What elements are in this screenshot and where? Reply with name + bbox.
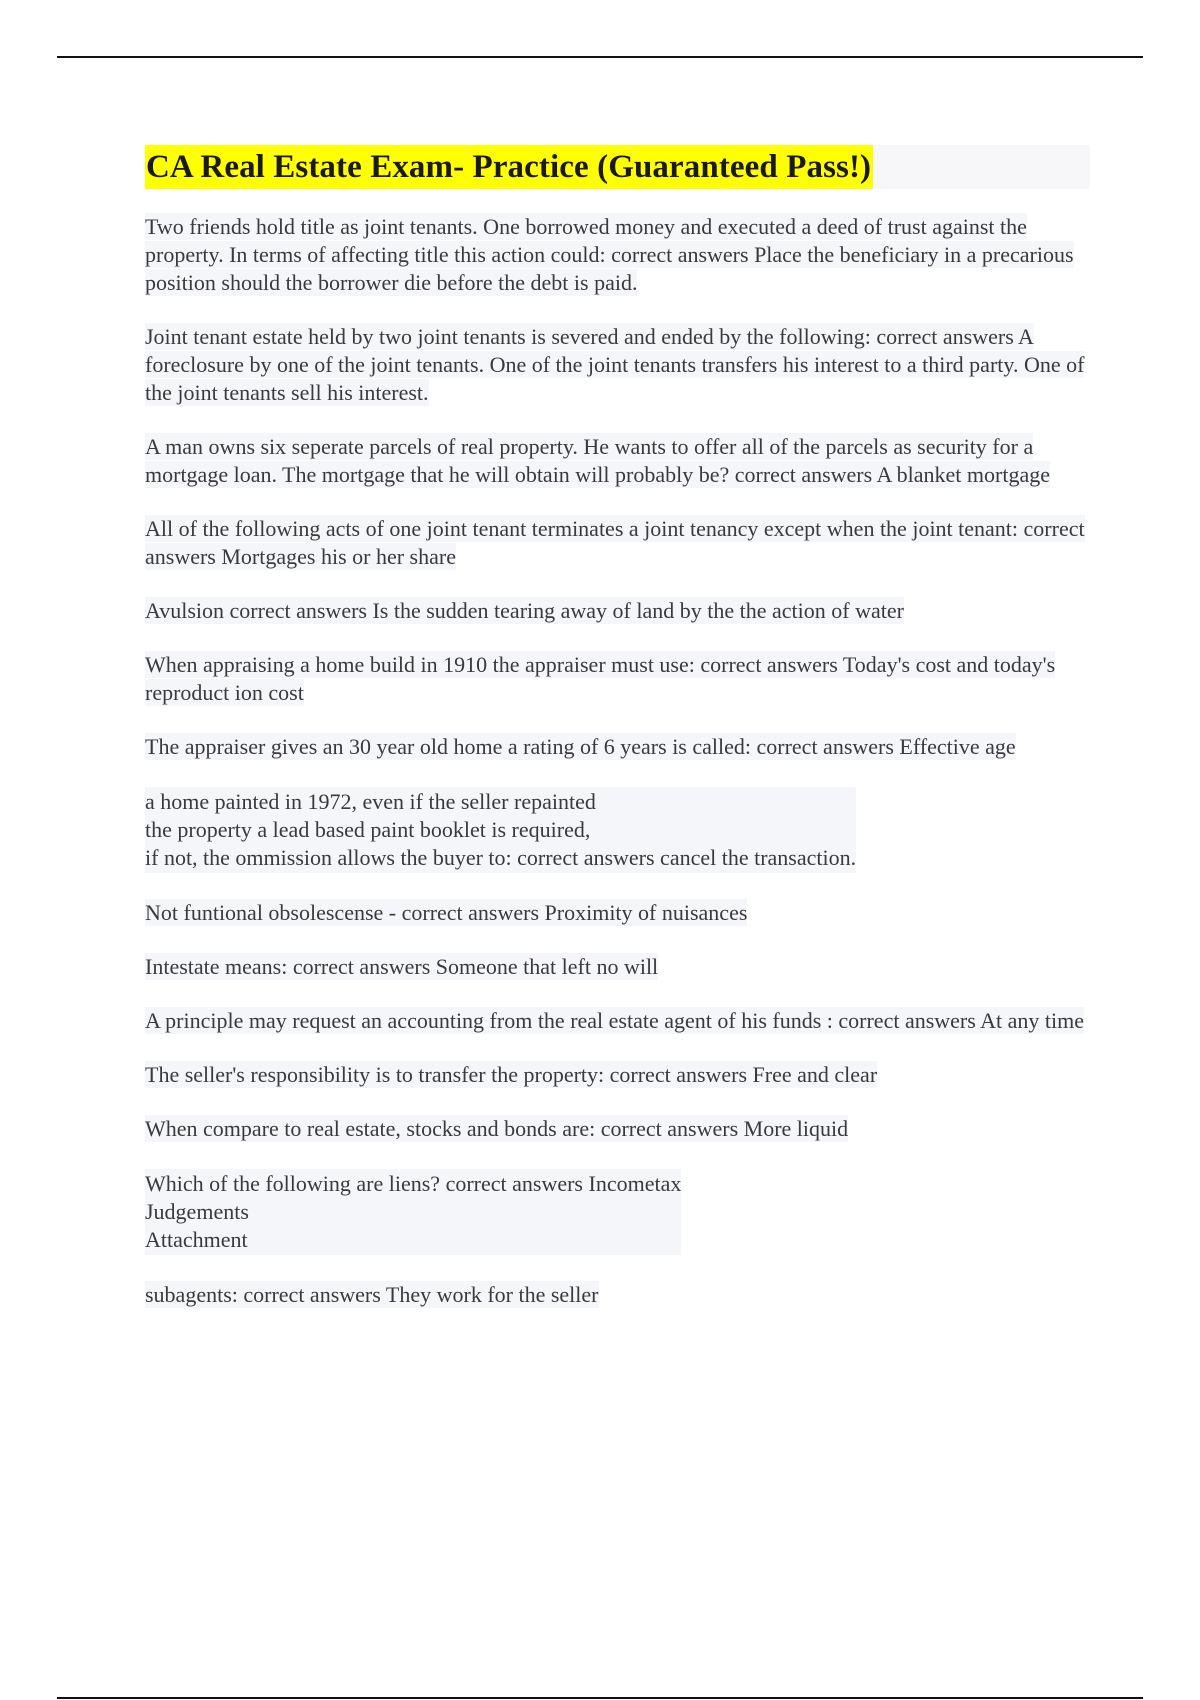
qa-item-14 [145,1169,1090,1255]
qa-text: Avulsion correct answers Is the sudden tearing away of land by the the action of water [145,598,904,623]
qa-text: A man owns six seperate parcels of real property. He wants to offer all of the parcels as security for a mortgage loan. The mortgage that he will obtain will probably be? correct answers A blanket mortgage [145,434,1050,487]
qa-text: The seller's responsibility is to transfer the property: correct answers Free and clear [145,1062,878,1087]
qa-text: A principle may request an accounting from the real estate agent of his funds : correct answers At any time [145,1008,1084,1033]
qa-text: subagents: correct answers They work for the seller [145,1282,599,1307]
qa-text: When appraising a home build in 1910 the appraiser must use: correct answers Today's cost and today's reproduct ion cost [145,652,1056,705]
document-title: CA Real Estate Exam- Practice (Guaranteed Pass!) [145,145,873,189]
title-bar [145,145,1090,189]
qa-item-13 [145,1115,1090,1143]
qa-text: Two friends hold title as joint tenants. One borrowed money and executed a deed of trust against the property. In terms of affecting title this action could: correct answers Place the beneficiary in a precarious position should the borrower die before the debt is paid. [145,214,1074,295]
qa-item-11 [145,1007,1090,1035]
qa-item-1 [145,213,1090,297]
qa-item-10 [145,953,1090,981]
bottom-rule [57,1697,1143,1699]
qa-text: Which of the following are liens? correct answers Incometax Judgements Attachment [145,1169,681,1255]
qa-text: Intestate means: correct answers Someone that left no will [145,954,659,979]
qa-item-12 [145,1061,1090,1089]
qa-item-15 [145,1281,1090,1309]
qa-text: Not funtional obsolescense - correct answers Proximity of nuisances [145,900,748,925]
qa-text: When compare to real estate, stocks and bonds are: correct answers More liquid [145,1116,849,1141]
document-body [145,145,1090,1335]
qa-item-9 [145,899,1090,927]
top-rule [57,56,1143,58]
qa-item-2 [145,323,1090,407]
qa-item-4 [145,515,1090,571]
qa-item-6 [145,651,1090,707]
qa-text: All of the following acts of one joint tenant terminates a joint tenancy except when the joint tenant: correct answers Mortgages his or her share [145,516,1085,569]
qa-item-8 [145,787,1090,873]
qa-item-7 [145,733,1090,761]
qa-text: Joint tenant estate held by two joint tenants is severed and ended by the following: correct answers A foreclosure by one of the joint tenants. One of the joint tenants transfers his interest to a third party. One of the joint tenants sell his interest. [145,324,1085,405]
qa-item-5 [145,597,1090,625]
qa-text: a home painted in 1972, even if the seller repainted the property a lead based paint booklet is required, if not, the ommission allows the buyer to: correct answers cancel the transaction. [145,787,856,873]
qa-item-3 [145,433,1090,489]
qa-text: The appraiser gives an 30 year old home a rating of 6 years is called: correct answers Effective age [145,734,1016,759]
